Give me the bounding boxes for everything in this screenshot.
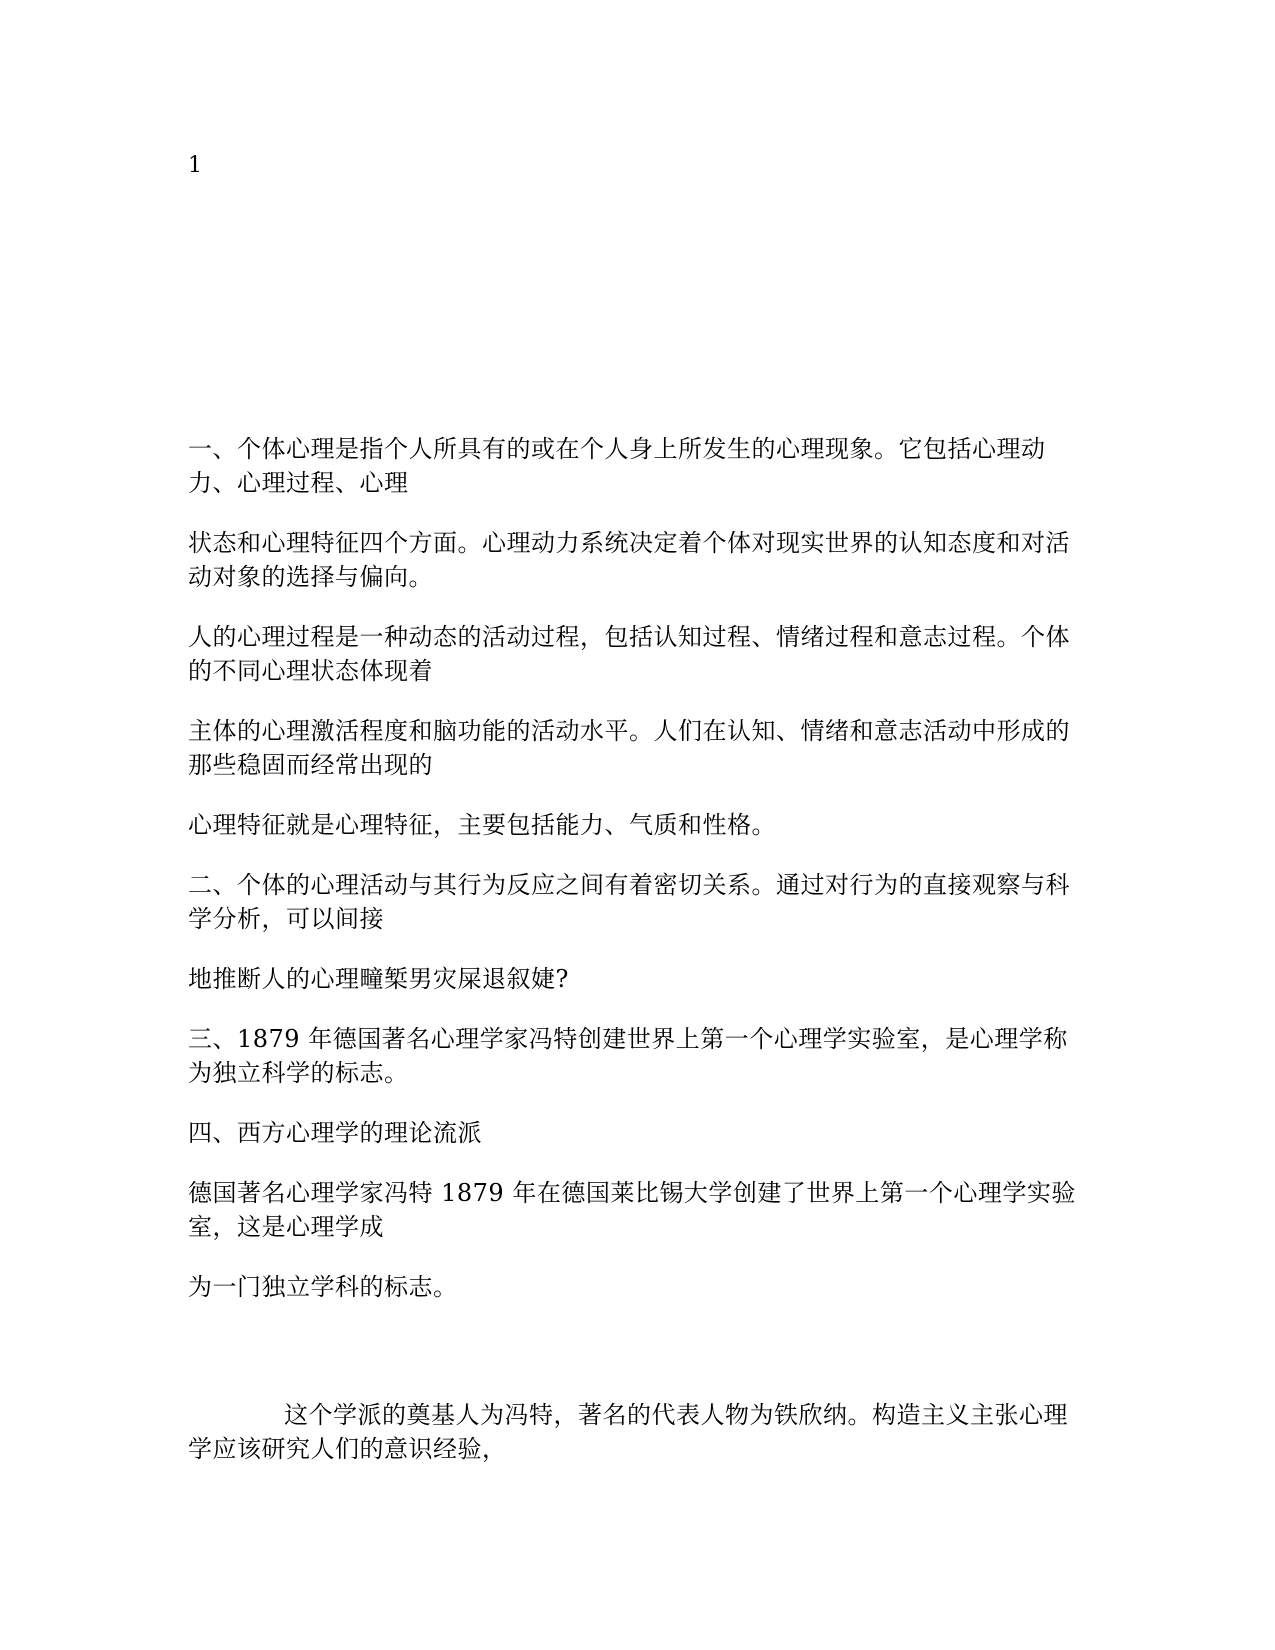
paragraph: 二、个体的心理活动与其行为反应之间有着密切关系。通过对行为的直接观察与科学分析，可以间接 <box>188 871 1070 933</box>
paragraph: 德国著名心理学家冯特 1879 年在德国莱比锡大学创建了世界上第一个心理学实验室，这是心理学成 <box>188 1179 1076 1241</box>
paragraph: 三、1879 年德国著名心理学家冯特创建世界上第一个心理学实验室，是心理学称为独立科学的标志。 <box>188 1025 1068 1087</box>
paragraph: 状态和心理特征四个方面。心理动力系统决定着个体对现实世界的认知态度和对活动对象的选择与偏向。 <box>188 529 1070 591</box>
paragraph: 这个学派的奠基人为冯特，著名的代表人物为铁欣纳。构造主义主张心理学应该研究人们的意识经验， <box>188 1401 1068 1463</box>
paragraph: 心理特征就是心理特征，主要包括能力、气质和性格。 <box>188 811 776 839</box>
document-body <box>188 432 1088 1492</box>
paragraph: 地推断人的心理疃椠男灾屎退叙婕? <box>188 965 569 993</box>
paragraph: 一、个体心理是指个人所具有的或在个人身上所发生的心理现象。它包括心理动力、心理过程、心理 <box>188 435 1046 497</box>
page-number: 1 <box>188 153 202 178</box>
paragraph: 为一门独立学科的标志。 <box>188 1273 458 1301</box>
section-heading: 四、西方心理学的理论流派 <box>188 1119 482 1147</box>
paragraph: 人的心理过程是一种动态的活动过程，包括认知过程、情绪过程和意志过程。个体的不同心理状态体现着 <box>188 623 1070 685</box>
paragraph: 主体的心理激活程度和脑功能的活动水平。人们在认知、情绪和意志活动中形成的那些稳固而经常出现的 <box>188 717 1070 779</box>
